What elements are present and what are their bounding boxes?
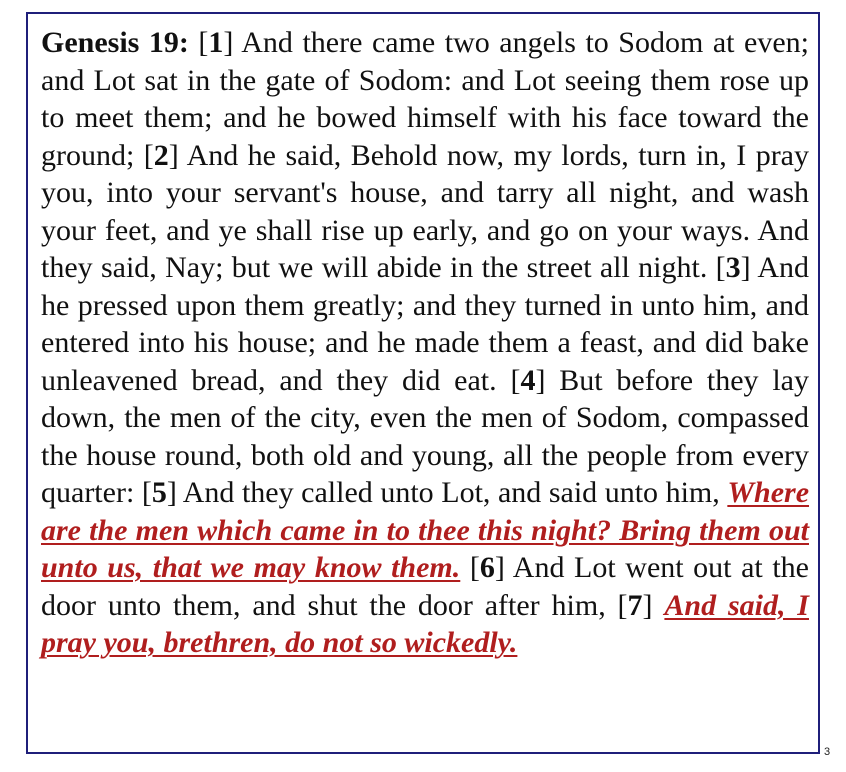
verse-text bbox=[653, 589, 665, 622]
verse-number: 6 bbox=[479, 551, 495, 584]
highlighted-quote: Where are the men which came in to thee this night? Bring them out unto us, that we may know them. bbox=[41, 476, 810, 584]
verse-number: 1 bbox=[208, 26, 224, 59]
verse-number: 7 bbox=[627, 588, 643, 622]
verse-text: But before they lay down, the men of the city, even the men of Sodom, compassed the house round, both old and young, all the people from every quarter: bbox=[41, 363, 809, 509]
verse-text: And he pressed upon them greatly; and they turned in unto him, and entered into his house; and he made them a feast, and did bake unleavened bread, and they did eat. bbox=[41, 251, 809, 397]
verse-number: 2 bbox=[153, 138, 169, 172]
highlighted-quote: And said, I pray you, brethren, do not so wickedly. bbox=[41, 588, 809, 659]
verse-text: And there came two angels to Sodom at even; and Lot sat in the gate of Sodom: and Lot seeing them rose up to meet them; and he bowed himself with his face toward the ground; bbox=[41, 26, 810, 172]
verse-number: 4 bbox=[520, 363, 536, 397]
verse-number: 5 bbox=[151, 476, 167, 509]
verse-number: 3 bbox=[725, 251, 741, 284]
scripture-passage: Genesis 19: [1] And there came two angels to Sodom at even; and Lot sat in the gate of Sodom: and Lot seeing them rose up to meet them; and he bowed himself with his face toward the ground; [2] And he said, Behold now, my lords, turn in, I pray you, into your servant's house, and tarry all night, and wash your feet, and ye shall rise up early, and go on your ways. And they said, Nay; but we will abide in the street all night. [3] And he pressed upon them greatly; and they turned in unto him, and entered into his house; and he made them a feast, and did bake unleavened bread, and they did eat. [4] But before they lay down, the men of the city, even the men of Sodom, compassed the house round, both old and young, all the people from every quarter: [5] And they called unto Lot, and said unto him, Where are the men which came in to thee this night? Bring them out unto us, that we may know them. [6] And Lot went out at the door unto them, and shut the door after him, [7] And said, I pray you, brethren, do not so wickedly. bbox=[41, 26, 810, 659]
page-number: 3 bbox=[824, 746, 831, 758]
passage-reference: Genesis 19: bbox=[41, 26, 189, 59]
verse-text: And Lot went out at the door unto them, and shut the door after him, bbox=[41, 551, 809, 622]
passage-frame bbox=[26, 12, 820, 754]
verse-text: And he said, Behold now, my lords, turn in, I pray you, into your servant's house, and tarry all night, and wash your feet, and ye shall rise up early, and go on your ways. And they said, Nay; but we will abide in the street all night. bbox=[41, 138, 809, 284]
verse-text: And they called unto Lot, and said unto him, bbox=[176, 476, 728, 509]
